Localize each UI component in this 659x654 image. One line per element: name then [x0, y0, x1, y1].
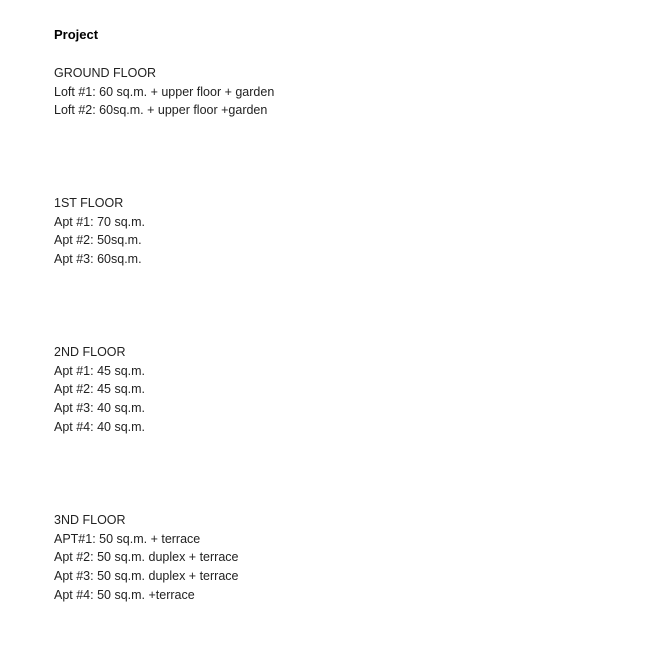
- section-heading: 3ND FLOOR: [54, 513, 126, 527]
- unit-line: Apt #2: 45 sq.m.: [54, 382, 146, 397]
- section-2nd-floor: [54, 343, 145, 437]
- section-heading: 1ST FLOOR: [54, 196, 124, 210]
- section-heading: 2ND FLOOR: [54, 345, 126, 359]
- section-ground-floor: [54, 64, 274, 120]
- unit-line: Loft #1: 60 sq.m. + upper floor + garden: [54, 84, 275, 99]
- unit-line: Apt #4: 40 sq.m.: [54, 419, 146, 434]
- section-heading: GROUND FLOOR: [54, 66, 157, 80]
- unit-line: Apt #3: 50 sq.m. duplex + terrace: [54, 569, 239, 584]
- unit-line: Apt #3: 60sq.m.: [54, 252, 142, 267]
- unit-line: Apt #2: 50sq.m.: [54, 233, 142, 248]
- section-3nd-floor: [54, 511, 238, 605]
- document-title: Project: [54, 27, 99, 42]
- unit-line: Loft #2: 60sq.m. + upper floor +garden: [54, 103, 268, 118]
- unit-line: Apt #4: 50 sq.m. +terrace: [54, 587, 195, 602]
- unit-line: Apt #3: 40 sq.m.: [54, 401, 146, 416]
- section-1st-floor: [54, 194, 145, 269]
- unit-line: APT#1: 50 sq.m. + terrace: [54, 531, 201, 546]
- unit-line: Apt #1: 45 sq.m.: [54, 363, 146, 378]
- unit-line: Apt #1: 70 sq.m.: [54, 214, 146, 229]
- unit-line: Apt #2: 50 sq.m. duplex + terrace: [54, 550, 239, 565]
